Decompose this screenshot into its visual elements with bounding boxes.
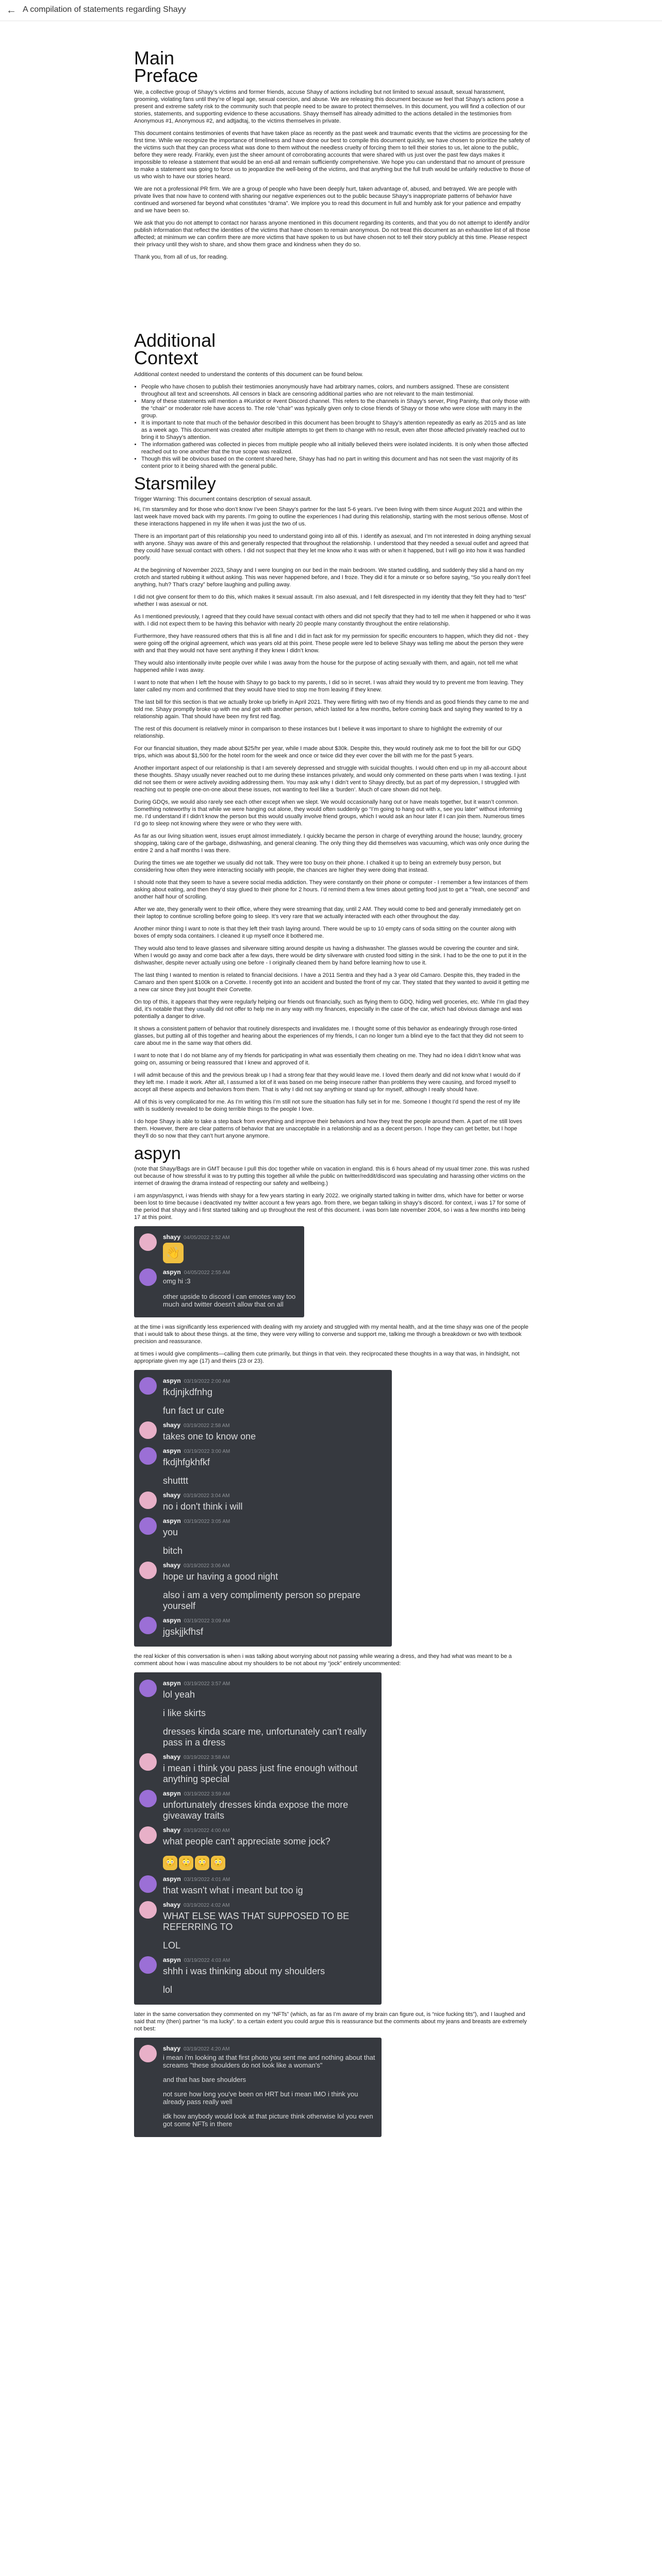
avatar [139,1447,157,1465]
message-text: fkdjnjkdfnhg [163,1387,213,1397]
avatar [139,1268,157,1286]
chat-message [139,1875,376,1896]
starsmiley-heading: Starsmiley [134,474,216,494]
paragraph: Furthermore, they have reassured others that this is all fine and I did in fact ask for my permission for specific encounters to happen, which they did not - they were going off the original agreement, which was years old at this point. These people were led to believe Shayy was telling me about the person they were with and that they would not have sent anything if they knew I didn’t know. [134,633,528,654]
timestamp: 03/19/2022 4:03 AM [184,1958,230,1963]
paragraph: I did not give consent for them to do this, which makes it sexual assault. I’m also asexual, and I felt disrespected in my identity that they felt they had to “test” whether I was asexual or not. [134,594,526,607]
paragraph: For our financial situation, they made about $25/hr per year, while I made about $30k. Despite this, they would routinely ask me to foot the bill for our GDQ trips, which was about $1,500 for the hotel room for the week and once or twice did they ever cover the bill with me for the past 5 years. [134,745,521,759]
context-bullet: • Though this will be obvious based on the content shared here, Shayy has had no part in writing this document and has not seen the vast majority of its content prior to it being shared with the general public. [141,455,531,470]
chat-message [139,1680,376,1700]
chat-message [139,1956,376,1977]
message-text: shhh i was thinking about my shoulders [163,1966,325,1976]
chat-message [139,1852,376,1870]
message-text: fun fact ur cute [163,1405,225,1416]
username: shayy [163,1421,181,1429]
timestamp: 03/19/2022 3:57 AM [184,1681,230,1687]
message-text: and that has bare shoulders [163,2076,246,2083]
aspyn-paragraph: later in the same conversation they commented on my “NFTs” (which, as far as I’m aware of my brain can figure out, is “nice fucking tits”), and I laughed and said that my (then) partner “is ma lucky”. to a certain extent you could argue this is reassurance but the comments about my jeans and breasts are extremely not best: [134,2011,527,2032]
paragraph: All of this is very complicated for me. As I’m writing this I’m still not sure the situation has fully set in for me. Someone I thought I’d spend the rest of my life with is suddenly revealed to be doing terrible things to the people I love. [134,1099,520,1112]
avatar [139,1875,157,1893]
timestamp: 03/19/2022 2:58 AM [184,1423,230,1429]
avatar [139,1901,157,1919]
paragraph: During the times we ate together we usually did not talk. They were too busy on their phone. I chalked it up to being an extremely busy person, but considering how often they were interacting socially with people, the chances are higher they were doing that instead. [134,860,501,873]
message-text: not sure how long you've been on HRT but i mean IMO i think you already pass really well [163,2090,358,2106]
timestamp: 03/19/2022 3:59 AM [184,1791,230,1797]
username: shayy [163,1562,181,1569]
message-text: lol [163,1985,173,1995]
message-text: shutttt [163,1476,189,1486]
timestamp: 03/19/2022 3:06 AM [184,1563,230,1569]
chat-message [139,1403,387,1416]
username: shayy [163,1901,181,1908]
username: aspyn [163,1517,181,1524]
paragraph: Hi, I’m starsmiley and for those who don’t know I’ve been Shayy’s partner for the last 5-6 years. I’ve been living with them since August 2021 and within the last week have moved back with my parents. I’m going to outline the experiences I had during this relationship, starting with the most serious offense. Most of these interactions happened in my life when it was just the two of us. [134,506,528,527]
document-title: A compilation of statements regarding Shayy [23,5,186,14]
timestamp: 03/19/2022 4:20 AM [184,2046,230,2052]
title-bar [0,0,662,21]
paragraph: They would also tend to leave glasses and silverware sitting around despite us having a dishwasher. The glasses would be covering the counter and sink. When I would go away and come back after a few days, there would be dirty silverware with crusted food sitting in the sink. I had to be the one to put it in the dishwasher, despite never actually using one before - I originally cleaned them by hand before learning how to use it. [134,945,527,966]
timestamp: 03/19/2022 4:00 AM [184,1828,230,1834]
chat-message [139,2045,376,2069]
paragraph: I do hope Shayy is able to take a step back from everything and improve their behaviors and how they treat the people around them. A part of me still loves them. However, there are clear patterns of behavior that are unacceptable in a relationship and as a decent person. I hope they can get better, but I hope they’ll do so now that they can’t hurt anyone anymore. [134,1118,522,1139]
chat-message [139,1982,376,1995]
avatar [139,1562,157,1579]
paragraph: I want to note that I do not blame any of my friends for participating in what was essentially them cheating on me. They had no idea I didn’t know what was going on, assuming or being reassured that I knew and approved of it. [134,1053,521,1066]
chat-message [139,1705,376,1719]
chat-message [139,1938,376,1951]
message-text: what people can't appreciate some jock? [163,1836,330,1846]
paragraph: As far as our living situation went, issues erupt almost immediately. I quickly became the person in charge of everything around the house; laundry, grocery shopping, taking care of the garbage, dishwashing, and general cleaning. The only thing they did themselves was vacuuming, which was only once during the entire 2 and a half months I was there. [134,833,529,854]
avatar [139,1680,157,1697]
message-text: also i am a very complimenty person so prepare yourself [163,1590,361,1611]
username: aspyn [163,1447,181,1454]
message-text: fkdjhfgkhfkf [163,1457,210,1467]
discord-screenshot [134,1226,304,1317]
emoji-icon: 😳 [163,1856,177,1870]
username: aspyn [163,1790,181,1797]
message-text: i mean i'm looking at that first photo you sent me and nothing about that screams "these shoulders do not look like a woman's" [163,2054,375,2069]
message-text: i mean i think you pass just fine enough without anything special [163,1763,358,1784]
chat-message [139,1268,299,1286]
paragraph: It shows a consistent pattern of behavior that routinely disrespects and invalidates me. I thought some of this behavior as endearingly through rose-tinted glasses, but putting all of this together and hearing about the experiences of my friends, I can no longer turn a blind eye to the fact that they did not seem to care about me in the same way that others did. [134,1026,524,1046]
chat-message [139,2074,376,2083]
chat-message [139,1377,387,1398]
paragraph: They would also intentionally invite people over while I was away from the house for the purpose of acting sexually with them, and again, not tell me what happened while I was away. [134,660,518,673]
timestamp: 04/05/2022 2:55 AM [184,1270,230,1276]
emoji-icon: 😳 [195,1856,209,1870]
username: aspyn [163,1680,181,1687]
chat-message [139,1543,387,1556]
chat-message [139,1447,387,1468]
trigger-warning: Trigger Warning: This document contains description of sexual assault. [134,496,312,502]
message-text: LOL [163,1940,181,1951]
paragraph: At the beginning of November 2023, Shayy and I were lounging on our bed in the main bedroom. We started cuddling, and suddenly they slid a hand on my crotch and started rubbing it without asking. This was never happened before, and I froze. They did it for a minute or so before saying, “So you really don’t feel anything, huh? That’s crazy” before laughing and pulling away. [134,567,531,588]
username: aspyn [163,1377,181,1384]
context-intro: Additional context needed to understand the contents of this document can be found below. [134,371,363,378]
avatar [139,1826,157,1844]
document-body [134,49,531,2143]
paragraph: We, a collective group of Shayy’s victims and former friends, accuse Shayy of actions including but not limited to sexual assault, sexual harassment, grooming, violating fans until they’re of legal age, sexual coercion, and abuse. We are releasing this document because we feel that Shayy’s actions pose a present and extreme safety risk to the community such that people need to be aware to protect themselves. In this document, you will find a collection of our stories, statements, and supporting evidence to these accusations. Shayy themself has already admitted to the actions detailed in the testimonies from Anonymous #1, Anonymous #2, and adtjadtaj, to the victims themselves in private. [134,89,525,124]
message-text: WHAT ELSE WAS THAT SUPPOSED TO BE REFERRING TO [163,1911,350,1932]
context-bullet: • It is important to note that much of the behavior described in this document has been brought to Shayy’s attention repeatedly as early as 2015 and as late as a week ago. This document was created after multiple attempts to get them to change with no result, even after those affected privately reached out to bring it to Shayy’s attention. [141,419,531,441]
context-bullet: • People who have chosen to publish their testimonies anonymously have had arbitrary names, colors, and numbers assigned. These are consistent throughout all text and screenshots. All censors in black are censoring additional parties who are not relevant to the main testimonial. [141,383,531,398]
discord-screenshot [134,1370,392,1647]
avatar [139,1790,157,1807]
chat-message [139,1291,299,1308]
username: shayy [163,1233,181,1241]
timestamp: 03/19/2022 2:00 AM [184,1379,230,1384]
message-text: takes one to know one [163,1431,256,1442]
paragraph: During GDQs, we would also rarely see each other except when we slept. We would occasionally hang out or have meals together, but it wasn’t common. Something noteworthy is that while we were hanging out alone, they would often suddenly go “I’m going to hang out with x, see you later” without informing me. I’d understand if I didn’t know the person but this would usually involve friend groups, which I would ask an hour later if I can join them. Numerous times I’d go to sleep not knowing where they were or who they were with. [134,799,525,827]
message-text: dresses kinda scare me, unfortunately can't really pass in a dress [163,1726,367,1748]
discord-screenshot [134,1672,382,2005]
username: shayy [163,1826,181,1834]
avatar [139,1753,157,1771]
username: aspyn [163,1956,181,1963]
username: shayy [163,1492,181,1499]
aspyn-paragraph: at the time i was significantly less experienced with dealing with my anxiety and struggled with my mental health, and at the time shayy was one of the people that i would talk to about these things. at the time, they were very willing to converse and support me, talking me through a breakdown or two with textbook precision and reassurance. [134,1324,528,1345]
timestamp: 03/19/2022 3:04 AM [184,1493,230,1499]
aspyn-paragraph: the real kicker of this conversation is when i was talking about worrying about not passing while wearing a dress, and they had what was meant to be a comment about how i was masculine about my shoulders to be not about my “jock” entirely uncommented: [134,1653,512,1667]
paragraph: Another important aspect of our relationship is that I am severely depressed and struggle with suicidal thoughts. I would often end up in my all-account about these thoughts. Shayy usually never reached out to me during these instances privately, and would only commented on these parts when I was texting. I just did not see them or were actively avoiding addressing them. You may ask why I didn’t vent to Shayy directly, but as part of my depression, I struggled with reaching out to people one-on-one about these issues, not wanting to feel like a ‘burden’. Much of care shown did not help. [134,765,527,793]
timestamp: 03/19/2022 4:02 AM [184,1903,230,1908]
chat-message [139,1617,387,1637]
timestamp: 03/19/2022 4:01 AM [184,1877,230,1883]
username: shayy [163,1753,181,1760]
paragraph: I will admit because of this and the previous break up I had a strong fear that they would leave me. I loved them dearly and did not know what I would do if they left me. I made it work. After all, I assumed a lot of it was based on me being insecure rather than problems they were causing, and forced myself to accept all these aspects and behaviors from them. That is why I did not say anything or stand up for myself, although I really should have. [134,1072,521,1093]
emoji-icon: 😳 [179,1856,193,1870]
aspyn-note: (note that Shayy/Bags are in GMT because I pull this doc together while on vacation in england. this is 6 hours ahead of my usual timer zone. this was rushed out because of how stressful it was to try putting this together all while the public on twitter/reddit/discord was speculating and harassing other victims on the internet of drawing the drama instead of respecting our safety and wellbeing.) [134,1166,529,1187]
chat-message [139,1587,387,1612]
paragraph: This document contains testimonies of events that have taken place as recently as the past week and traumatic events that the victims are processing for the first time. While we recognize the importance of timeliness and have done our best to compile this document quickly, we have chosen to prioritize the safety of the victims such that they can process what was done to them without the needless cruelty of forcing them to tell their stories to us, let alone to the public, before they were ready. Frankly, even just the sheer amount of corroborating accounts that were shared with us just over the past few days makes it impossible to release a statement that would be an end-all and remain sufficiently comprehensive. We hope you can understand that no amount of pressure to make a statement was going to force us to jeopardize the well-being of the victims, and that anything but the full truth would be unfairly reductive to those of us who wish to have our stories heard. [134,130,530,180]
chat-message [139,2089,376,2106]
paragraph: As I mentioned previously, I agreed that they could have sexual contact with others and did not specify that they had to tell me when it happened or who it was with. I did not expect them to be having this behavior with nearly 20 people many constantly throughout the entire relationship. [134,614,531,627]
message-text: hope ur having a good night [163,1571,278,1582]
paragraph: After we ate, they generally went to their office, where they were streaming that day, until 2 AM. They would come to bed and generally immediately get on their laptop to continue scrolling before going to sleep. It’s very rare that we actually interacted with each other throughout the day. [134,906,521,920]
message-text: omg hi :3 [163,1277,191,1285]
message-text: i like skirts [163,1708,206,1718]
timestamp: 03/19/2022 3:09 AM [184,1618,230,1624]
message-text: you [163,1527,178,1537]
chat-message [139,1421,387,1442]
aspyn-paragraph: at times i would give compliments—calling them cute primarily, but things in that vein. they reciprocated these thoughts in a way that was, in hindsight, not appropriate given my age (17) and theirs (23 or 23). [134,1351,520,1364]
context-bullet: • Many of these statements will mention a #Kuridot or #vent Discord channel. This refers to the channels in Shayy’s server, Ping Paninty, that only those with the “chair” or moderator role have access to. The role “chair” was typically given only to close friends of Shayy or those who were close with many in the group. [141,398,531,419]
message-text: that wasn't what i meant but too ig [163,1885,303,1895]
discord-screenshot [134,2038,382,2137]
paragraph: The last thing I wanted to mention is related to financial decisions. I have a 2011 Sentra and they had a 3 year old Camaro. Despite this, they traded in the Camaro and then spent $100k on a Corvette. I recently got into an accident and busted the front of my car. They stated that they wanted to avoid it getting me a new car since they just bought their Corvette. [134,972,529,993]
message-text: unfortunately dresses kinda expose the more giveaway traits [163,1800,349,1821]
timestamp: 03/19/2022 3:05 AM [184,1519,230,1524]
username: aspyn [163,1268,181,1276]
avatar [139,1517,157,1535]
context-bullet: • The information gathered was collected in pieces from multiple people who all initially believed theirs were isolated incidents. It is only when those affected reached out to one another that the true scope was realized. [141,441,531,455]
chat-message [139,1517,387,1538]
arrow-left-icon[interactable]: ← [6,5,16,16]
paragraph: Thank you, from all of us, for reading. [134,254,228,260]
chat-message [139,1901,376,1933]
avatar [139,1377,157,1395]
aspyn-intro: i am aspyn/aspynct, i was friends with shayy for a few years starting in early 2022. we originally started talking in twitter dms, which have for better or worse been lost to time because i deactivated my twitter account a few years ago. from there, we began talking in shayy’s discord. for context, i was 17 for some of the period that shayy and i first started talking and up throughout the rest of this document. i was born late november 2004, so i was a few months into being 17 at this point. [134,1193,526,1221]
paragraph: On top of this, it appears that they were regularly helping our friends out financially, such as flying them to GDQ, hiding well groceries, etc. While I’m glad they did, it’s notable that they usually did not offer to help me in any way with my finances, especially in the case of the car, which had obvious damage and was potentially a danger to drive. [134,999,529,1020]
chat-message [139,1233,299,1263]
message-text: jgskjjkfhsf [163,1626,204,1637]
avatar [139,1617,157,1634]
avatar [139,1233,157,1251]
username: shayy [163,2045,181,2052]
chat-message [139,1826,376,1847]
emoji-icon: 😳 [211,1856,225,1870]
message-text: lol yeah [163,1689,195,1700]
paragraph: We ask that you do not attempt to contact nor harass anyone mentioned in this document regarding its contents, and that you do not attempt to identify and/or publish information that reflect the identities of the victims that have chosen to remain anonymous. Do not treat this document as an exhaustive list of all those affected; at minimum we can confirm there are more victims that have spoken to us but have chosen not to tell their story publicly at this time. Please respect their privacy until they wish to share, and show them grace and kindness when they do so. [134,220,530,248]
avatar [139,1421,157,1439]
chat-message [139,1492,387,1512]
preface-section [134,89,531,261]
username: aspyn [163,1617,181,1624]
paragraph: The last bill for this section is that we actually broke up briefly in April 2021. They were flirting with two of my friends and as good friends they came to me and told me. Shayy promptly broke up with me and got with another person, which lasted for a few months, before coming back and saying they wanted to try a relationship again. That should have been my first red flag. [134,699,529,720]
preface-heading: Main Preface [134,47,198,86]
chat-message [139,1724,376,1748]
chat-message [139,1473,387,1486]
message-text: bitch [163,1546,183,1556]
username: aspyn [163,1875,181,1883]
paragraph: The rest of this document is relatively minor in comparison to these instances but I believe it was important to share to highlight the extremity of our relationship. [134,726,503,739]
paragraph: I want to note that when I left the house with Shayy to go back to my parents, I did so in secret. I was afraid they would try to prevent me from leaving. They later called my mom and confirmed that they would have tried to stop me from leaving if they knew. [134,680,523,693]
chat-message [139,1790,376,1821]
message-text: no i don't think i will [163,1501,243,1512]
paragraph: Another minor thing I want to note is that they left their trash laying around. There would be up to 10 empty cans of soda sitting on the counter along with boxes of empty soda containers. I cleaned it up myself once it bothered me. [134,926,516,939]
aspyn-heading: aspyn [134,1144,181,1163]
chat-message [139,1753,376,1785]
chat-message [139,2111,376,2128]
paragraph: I should note that they seem to have a severe social media addiction. They were constantly on their phone or computer - I remember a few instances of them asking about eating, and then they’d stay glued to their phone for 2 hours. I’d remind them a few times about getting food just to get a “Yeah, one second” and another half hour of scrolling. [134,879,530,900]
avatar [139,2045,157,2062]
timestamp: 04/05/2022 2:52 AM [184,1235,230,1241]
message-text: other upside to discord i can emotes way too much and twitter doesn't allow that on all [163,1293,296,1308]
starsmiley-section [134,506,531,1140]
chat-message [139,1562,387,1582]
context-heading: Additional Context [134,330,216,368]
timestamp: 03/19/2022 3:00 AM [184,1449,230,1454]
message-text: idk how anybody would look at that picture think otherwise lol you even got some NFTs in there [163,2112,373,2128]
avatar [139,1492,157,1509]
paragraph: There is an important part of this relationship you need to understand going into all of this. I identify as asexual, and I’m not interested in doing anything sexual with anyone. Shayy was aware of this and generally respected that throughout the relationship. I understood that they needed a sexual outlet and agreed that they could have sexual contact with others. I did not suspect that they let me know who it was with or when it happened, but I will go into how it was handled poorly. [134,533,531,561]
timestamp: 03/19/2022 3:58 AM [184,1755,230,1760]
avatar [139,1956,157,1974]
paragraph: We are not a professional PR firm. We are a group of people who have been deeply hurt, taken advantage of, abused, and betrayed. We are people with private lives that now have to contend with sharing our negative experiences out to the public because Shayy’s inappropriate patterns of behavior have continued and worsened far beyond what constitutes “drama”. We implore you to read this document in full and humbly ask for your patience and empathy and we have been so. [134,186,521,214]
context-bullets [134,383,531,470]
emoji-icon: 👋 [163,1243,184,1263]
